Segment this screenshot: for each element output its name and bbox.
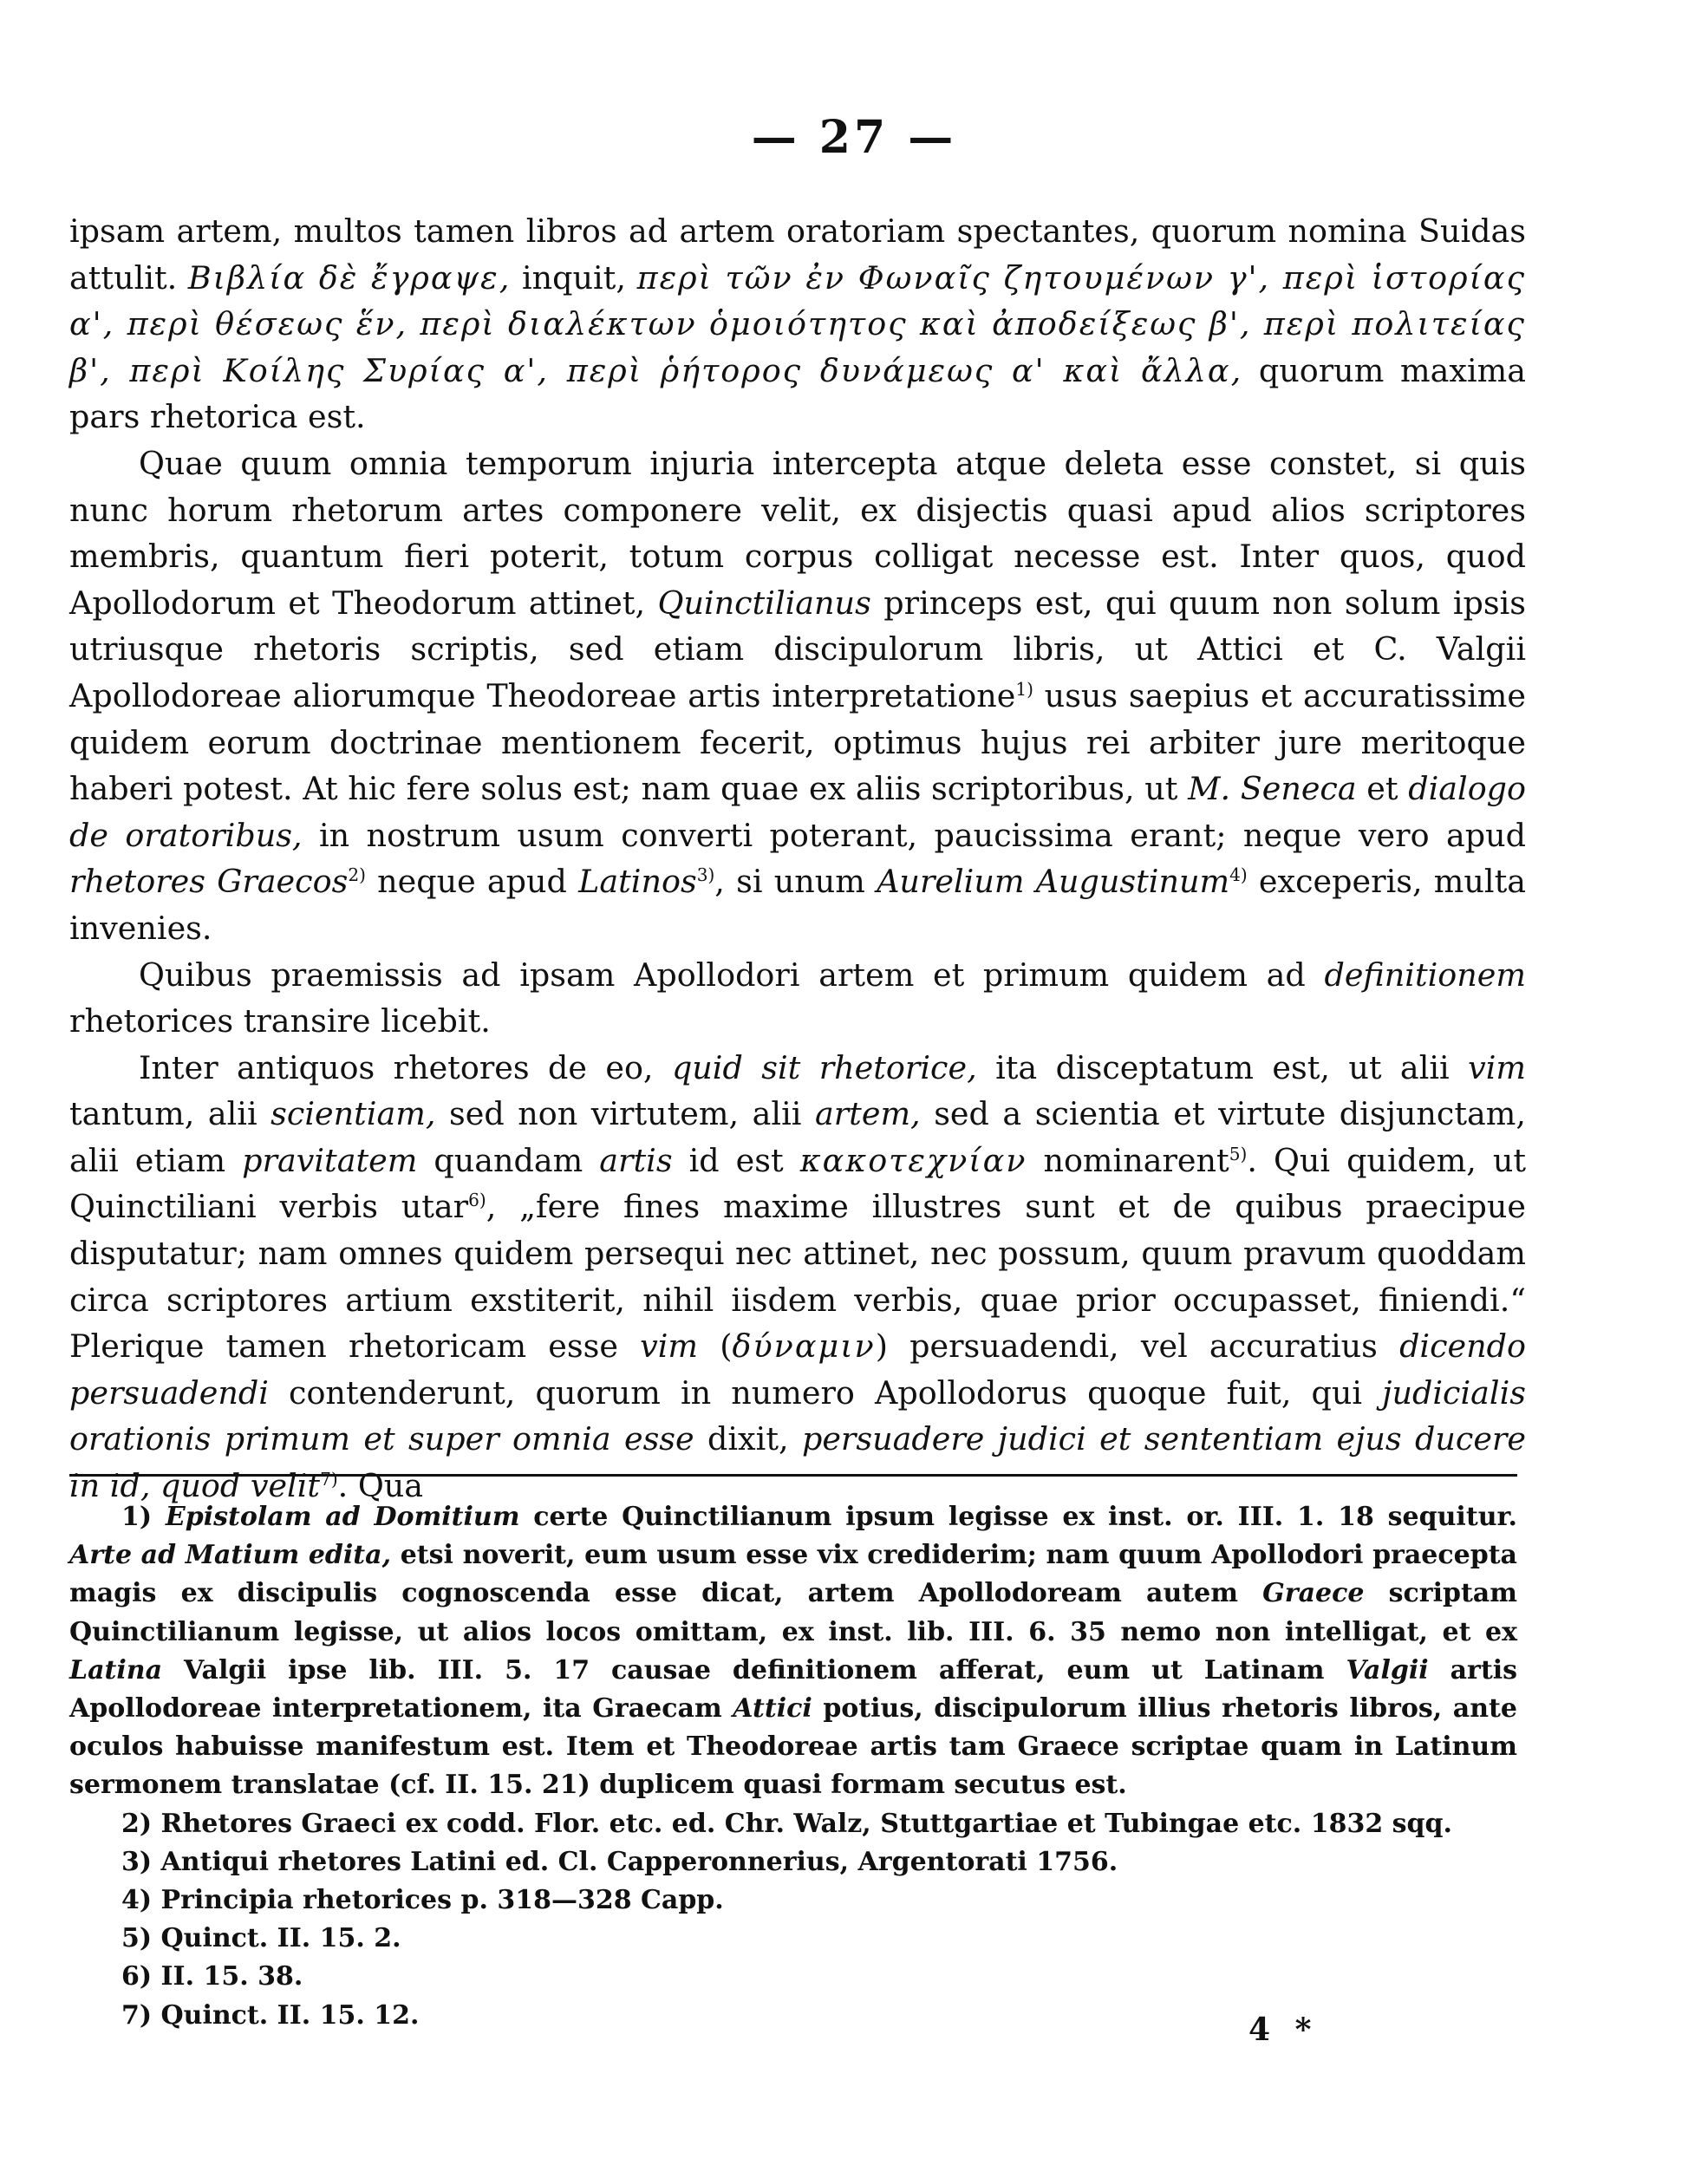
italic-text: M. Seneca	[1188, 770, 1357, 808]
text-run: . Qua	[337, 1467, 424, 1505]
text-run: ita disceptatum est, ut alii	[976, 1048, 1469, 1086]
footnote-4: 4) Principia rhetorices p. 318—328 Capp.	[121, 1885, 724, 1916]
italic-text: Latinos	[578, 863, 697, 901]
italic-text: Latina	[69, 1654, 163, 1686]
italic-text: artem,	[814, 1095, 921, 1133]
text-run: nominarent	[1027, 1141, 1229, 1179]
footnote-divider	[69, 1474, 1517, 1477]
footnote-6: 6) II. 15. 38.	[121, 1961, 303, 1992]
italic-text: Valgii	[1346, 1654, 1429, 1686]
italic-text: definitionem	[1324, 955, 1526, 994]
text-run: princeps est, qui quum non solum ipsis utriusque rhetoris scriptis, sed etiam discipulorum libris, ut Attici et C. Valgii Apollodoreae aliorumque Theodoreae artis interpretatione	[69, 584, 1526, 714]
italic-text: rhetores Graecos	[69, 863, 349, 901]
paragraph-4	[69, 1045, 1526, 1510]
footnote-number: 1)	[121, 1502, 166, 1532]
footnote-7: 7) Quinct. II. 15. 12.	[121, 1999, 420, 2031]
text-run: ) persuadendi, vel accuratius	[875, 1327, 1400, 1366]
text-run: potius, discipulorum illius rhetoris libros, ante oculos habuisse manifestum est. Item et Theodoreae artis tam Graece scriptae quam in Latinum sermonem translatae (cf. II. 15. 21) duplicem quasi formam secutus est.	[69, 1693, 1517, 1801]
footnote-ref[interactable]: 2)	[348, 864, 366, 886]
text-run: et	[1356, 770, 1409, 808]
text-run: sed a scientia et virtute disjunctam, alii etiam	[69, 1095, 1526, 1179]
footnote-ref[interactable]: 5)	[1229, 1143, 1248, 1164]
italic-text: quid sit rhetorice,	[671, 1048, 977, 1086]
page-number: — 27 —	[751, 111, 957, 164]
footnote-ref[interactable]: 6)	[468, 1190, 486, 1211]
text-run: , si unum	[714, 863, 877, 901]
paragraph-1	[69, 208, 1526, 440]
italic-text: pravitatem	[242, 1141, 418, 1179]
footnote-ref[interactable]: 3)	[696, 864, 715, 886]
footnote-ref[interactable]: 1)	[1015, 678, 1033, 700]
signature-mark: 4 *	[1248, 2012, 1319, 2048]
text-run: etsi noverit, eum usum esse vix crediderim; nam quum Apollodori praecepta magis ex discipulis cognoscenda esse dicat, artem Apollodoream autem	[69, 1540, 1517, 1609]
italic-text: dialogo de oratoribus,	[69, 770, 1527, 854]
italic-text: Arte ad Matium edita,	[69, 1540, 392, 1571]
text-run: scriptam Quinctilianum legisse, ut alios locos omittam, ex inst. lib. III. 6. 35 nemo non intelligat, et ex	[69, 1578, 1517, 1647]
text-run: (	[698, 1327, 733, 1366]
text-run: quorum maxima pars rhetorica est.	[69, 351, 1527, 436]
greek-text: Βιβλία δὲ ἔγραψε,	[187, 258, 512, 297]
greek-text: κακοτεχνίαν	[799, 1141, 1027, 1179]
text-run: rhetorices transire licebit.	[69, 1002, 491, 1040]
italic-text: vim	[1468, 1048, 1527, 1086]
footnote-2: 2) Rhetores Graeci ex codd. Flor. etc. ed. Chr. Walz, Stuttgartiae et Tubingae etc. 1832 sqq.	[121, 1808, 1452, 1839]
paragraph-3	[69, 952, 1526, 1045]
italic-text: artis	[599, 1141, 673, 1179]
italic-text: Quinctilianus	[657, 584, 871, 622]
italic-text: vim	[640, 1327, 699, 1366]
paragraph-2	[69, 440, 1526, 952]
footnote-ref[interactable]: 4)	[1229, 864, 1248, 886]
italic-text: Aurelium Augustinum	[877, 863, 1230, 901]
footnote-1	[69, 1498, 1517, 1805]
text-run: quandam	[417, 1141, 600, 1179]
text-run: Inter antiquos rhetores de eo,	[139, 1048, 672, 1086]
text-run: usus saepius et accuratissime quidem eorum doctrinae mentionem fecerit, optimus hujus rei arbiter jure meritoque haberi potest. At hic fere solus est; nam quae ex aliis scriptoribus, ut	[69, 676, 1526, 808]
footnote-5: 5) Quinct. II. 15. 2.	[121, 1923, 401, 1954]
italic-text: Graece	[1262, 1578, 1365, 1609]
text-run: exceperis, multa invenies.	[69, 863, 1527, 947]
footnotes	[69, 1498, 1517, 2035]
text-run: Quibus praemissis ad ipsam Apollodori artem et primum quidem ad	[139, 955, 1325, 994]
italic-text: dicendo persuadendi	[69, 1327, 1526, 1412]
text-run: . Qui quidem, ut Quinctiliani verbis utar	[69, 1141, 1526, 1226]
text-run: contenderunt, quorum in numero Apollodorus quoque fuit, qui	[268, 1373, 1383, 1412]
text-run: tantum, alii	[69, 1095, 271, 1133]
text-run: in nostrum usum converti poterant, paucissima erant; neque vero apud	[302, 816, 1526, 854]
footnote-3: 3) Antiqui rhetores Latini ed. Cl. Capperonnerius, Argentorati 1756.	[121, 1846, 1118, 1877]
greek-text: περὶ τῶν ἐν Φωναῖς ζητουμένων γ', περὶ ἱστορίας α', περὶ θέσεως ἕν, περὶ διαλέκτων ὁμοιότητος καὶ ἀποδείξεως β', περὶ πολιτείας β', περὶ Κοίλης Συρίας α', περὶ ῥήτορος δυνάμεως α' καὶ ἄλλα,	[69, 258, 1527, 389]
text-run: id est	[672, 1141, 800, 1179]
text-run: artis Apollodoreae interpretationem, ita Graecam	[69, 1654, 1517, 1725]
text-run: Valgii ipse lib. III. 5. 17 causae definitionem afferat, eum ut Latinam	[162, 1654, 1346, 1686]
main-text	[69, 208, 1526, 1510]
italic-text: persuadere judici et sententiam ejus ducere in id, quod velit	[69, 1420, 1526, 1505]
greek-text: δύναμιν	[732, 1327, 876, 1366]
italic-text: Epistolam ad Domitium	[165, 1502, 520, 1532]
footnote-ref[interactable]: 7)	[320, 1468, 338, 1490]
text-run: neque apud	[365, 863, 579, 901]
italic-text: judicialis orationis primum et super omnia esse	[69, 1373, 1526, 1458]
italic-text: Attici	[733, 1693, 812, 1725]
italic-text: scientiam,	[271, 1095, 436, 1133]
text-run: inquit,	[511, 258, 637, 297]
text-run: ipsam artem, multos tamen libros ad artem oratoriam spectantes, quorum nomina Suidas attulit.	[69, 212, 1526, 297]
text-run: dixit,	[694, 1420, 802, 1458]
text-run: certe Quinctilianum ipsum legisse ex inst. or. III. 1. 18 sequitur.	[519, 1502, 1517, 1532]
text-run: Quae quum omnia temporum injuria intercepta atque deleta esse constet, si quis nunc horum rhetorum artes componere velit, ex disjectis quasi apud alios scriptores membris, quantum fieri poterit, totum corpus colligat necesse est. Inter quos, quod Apollodorum et Theodorum attinet,	[69, 444, 1526, 622]
text-run: sed non virtutem, alii	[435, 1095, 815, 1133]
text-run: , „fere fines maxime illustres sunt et de quibus praecipue disputatur; nam omnes quidem persequi nec attinet, nec possum, quum pravum quoddam circa scriptores artium exstiterit, nihil iisdem verbis, quae prior occupasset, finiendi.“ Plerique tamen rhetoricam esse	[69, 1188, 1526, 1366]
